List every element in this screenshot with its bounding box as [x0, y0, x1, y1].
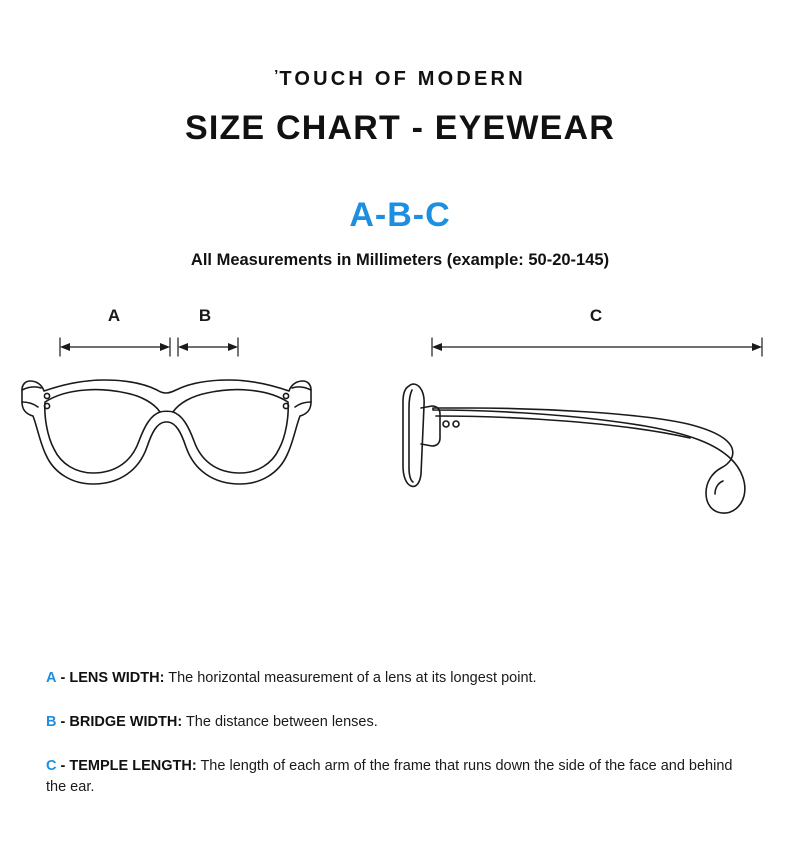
legend-term-lens-width: LENS WIDTH: — [69, 670, 165, 686]
legend-item-temple-length — [46, 756, 754, 800]
legend-desc-bridge-width: The distance between lenses. — [185, 713, 378, 730]
legend-dash-a: - — [60, 670, 66, 686]
abc-letter-c: C — [425, 196, 451, 234]
dimension-label-a: A — [107, 306, 121, 325]
legend-item-lens-width — [46, 668, 754, 690]
legend-desc-lens-width: The horizontal measurement of a lens at its longest point. — [168, 670, 537, 686]
legend — [46, 668, 754, 799]
brand-name: TOUCH OF MODERN — [279, 68, 526, 90]
eyeglasses-front-outline — [22, 380, 311, 484]
legend-term-bridge-width: BRIDGE WIDTH: — [69, 713, 183, 730]
size-chart-page — [0, 68, 800, 868]
eyewear-diagram — [0, 298, 800, 558]
abc-dash-2: - — [412, 196, 426, 234]
brand-apostrophe: ’ — [274, 67, 279, 84]
abc-heading — [0, 196, 800, 235]
legend-item-bridge-width — [46, 712, 754, 734]
dimension-label-c: C — [589, 306, 603, 325]
measurement-units-note: All Measurements in Millimeters (example: 50-20-145) — [190, 251, 610, 269]
legend-dash-c: - — [60, 757, 66, 774]
abc-dash-1: - — [374, 196, 388, 234]
legend-key-a: A — [46, 670, 57, 686]
abc-letter-b: B — [387, 196, 413, 234]
legend-term-temple-length: TEMPLE LENGTH: — [69, 757, 197, 774]
legend-key-b: B — [46, 713, 57, 730]
dimension-label-b: B — [198, 306, 212, 325]
legend-key-c: C — [46, 757, 57, 774]
brand-wordmark — [0, 68, 800, 91]
abc-letter-a: A — [349, 196, 375, 234]
legend-dash-b: - — [60, 713, 66, 730]
legend-desc-temple-length: The length of each arm of the frame that runs down the side of the face and behind the ear. — [46, 757, 733, 796]
eyeglasses-side-outline — [403, 384, 745, 513]
page-title: SIZE CHART - EYEWEAR — [184, 109, 616, 147]
